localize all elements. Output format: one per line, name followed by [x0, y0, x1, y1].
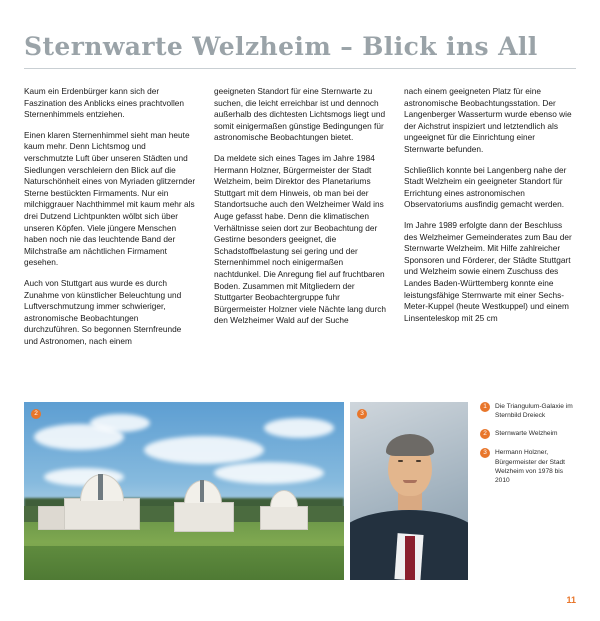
- caption-text: Hermann Holzner, Bürgermeister der Stadt Welzheim von 1978 bis 2010: [495, 449, 565, 485]
- cloud-shape: [144, 436, 264, 464]
- eye-shape: [398, 460, 403, 462]
- cloud-shape: [214, 462, 324, 484]
- cloud-shape: [90, 414, 150, 432]
- page-header: [24, 30, 576, 70]
- paragraph: Schließlich konnte bei Langenberg nahe der Stadt Welzheim ein geeigneter Standort für Errichtung eines astronomischen Observatoriums ausfindig gemacht werden.: [404, 164, 567, 210]
- figure-badge-2: 2: [31, 409, 41, 419]
- paragraph: Kaum ein Erdenbürger kann sich der Faszination des Anblicks eines prachtvollen Sternenhimmels entziehen.: [24, 86, 185, 120]
- dome-slit: [98, 474, 103, 500]
- figure-badge-3: 3: [357, 409, 367, 419]
- caption-item: [480, 402, 576, 420]
- caption-text: Sternwarte Welzheim: [495, 430, 558, 438]
- paragraph: geeigneten Standort für eine Sternwarte zu suchen, die leicht erreichbar ist und dennoch außerhalb des dichtesten Lichtsmogs liegt und somit einigermaßen günstige Bedingungen für astronomische Beobachtungen bietet.: [214, 86, 386, 143]
- title-divider: [24, 68, 576, 69]
- eye-shape: [416, 460, 421, 462]
- caption-badge-1: 1: [480, 402, 490, 412]
- page-number: 11: [566, 595, 576, 605]
- paragraph: Im Jahre 1989 erfolgte dann der Beschluss des Welzheimer Gemeinderates zum Bau der Sternwarte Welzheim. Mit Hilfe zahlreicher Sponsoren und Förderer, der Städte Stuttgart und Welzheim sowie einem Zuschuss des Landes Baden-Württemberg konnte eine leistungsfähige Sternwarte mit einer Sechs-Meter-Kuppel (heute Westkuppel) und einem Linsenteleskop mit 25 cm: [404, 219, 572, 323]
- observatory-building: [260, 506, 308, 530]
- caption-badge-3: 3: [480, 448, 490, 458]
- figure-band: [24, 402, 576, 580]
- page-title: Sternwarte Welzheim – Blick ins All: [24, 32, 538, 61]
- caption-text: Die Triangulum-Galaxie im Sternbild Dreieck: [495, 403, 573, 420]
- cloud-shape: [264, 418, 334, 438]
- paragraph: nach einem geeigneten Platz für eine astronomische Beobachtungsstation. Der Langenberger Wasserturm wurde ebenso wie der Aichstrut inspiziert und letztendlich als ungeeignet für die Einrichtung einer Sternwarte befunden.: [404, 86, 572, 154]
- caption-badge-2: 2: [480, 429, 490, 439]
- paragraph: Einen klaren Sternenhimmel sieht man heute kaum mehr. Denn Lichtsmog und verschmutzte Luft über unseren Städten und Siedlungen verschleiern den Blick auf die Naturschönheit eines von Myriaden glitzernder Sterne bestückten Firmaments. Nur ein milchiggrauer Nachthimmel mit kaum mehr als drei Dutzend Lichtpunkten wölbt sich über unseren Köpfen. Viele jüngere Menschen haben noch nie das leuchtende Band der Milchstraße am nächtlichen Firmament gesehen.: [24, 129, 196, 268]
- text-column-2: [214, 86, 386, 347]
- foreground-grass: [24, 546, 344, 580]
- text-column-3: [404, 86, 576, 347]
- paragraph: Auch von Stuttgart aus wurde es durch Zunahme von künstlicher Beleuchtung und Luftverschmutzung immer schwieriger, astronomische Beobachtungen durchzuführen. So begonnen Sternfreunde und Astronomen, nach einem: [24, 277, 182, 346]
- observatory-building: [174, 502, 234, 532]
- observatory-photo: [24, 402, 344, 580]
- mouth-shape: [403, 480, 417, 483]
- caption-item: [480, 448, 576, 485]
- tie-shape: [405, 536, 415, 580]
- dome-slit: [200, 480, 204, 502]
- caption-item: [480, 429, 576, 439]
- text-column-1: [24, 86, 196, 347]
- portrait-photo: [350, 402, 468, 580]
- figure-captions: [474, 402, 576, 580]
- paragraph: Da meldete sich eines Tages im Jahre 1984 Hermann Holzner, Bürgermeister der Stadt Welzheim, beim Direktor des Planetariums Stuttgart mit dem Hinweis, ob man bei der Standortsuche auch den Welzheimer Wald ins Auge gefasst habe. Denn die klimatischen Verhältnisse seien dort zur Beobachtung der Gestirne besonders geeignet, die Schadstoffbelastung sei gering und der Sternenhimmel noch einigermaßen nachtdunkel. Die Anregung fiel auf fruchtbaren Boden. Zusammen mit Mitgliedern der Stuttgarter Beobachtergruppe fuhr Bürgermeister Holzner viele Nächte lang durch den Welzheimer Wald auf der Suche: [214, 152, 387, 326]
- article-columns: [24, 86, 576, 347]
- observatory-building: [64, 498, 140, 530]
